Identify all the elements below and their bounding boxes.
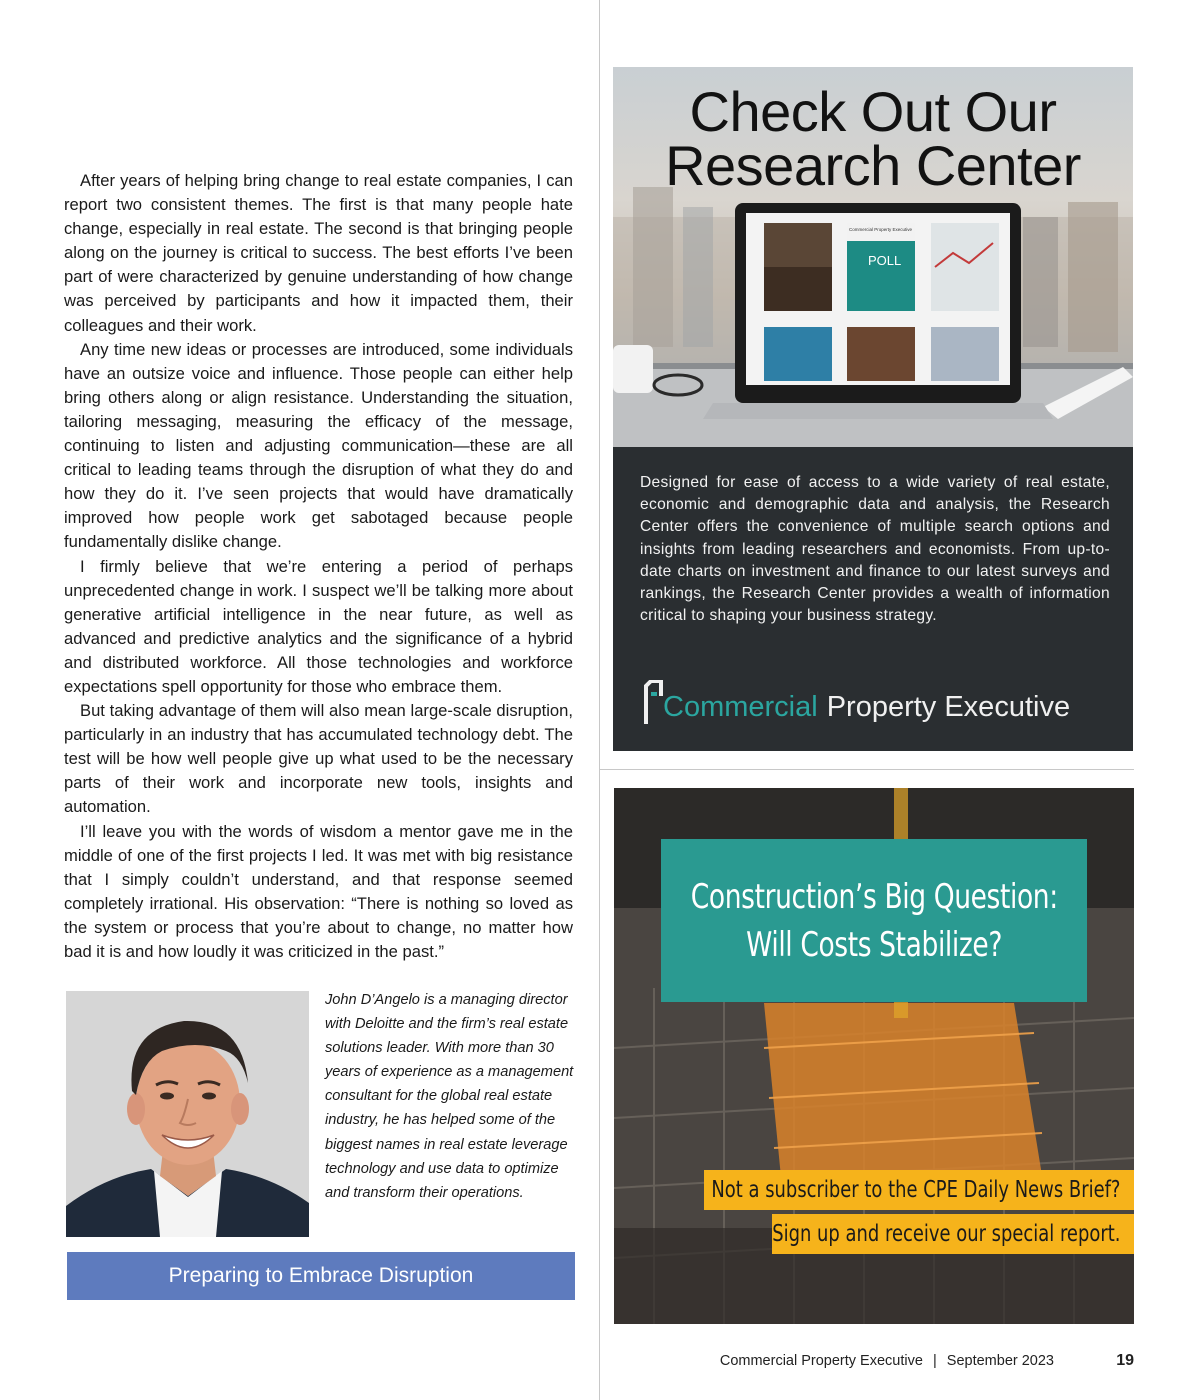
footer-separator: | bbox=[932, 1353, 937, 1369]
headline-line-2: Research Center bbox=[665, 134, 1081, 197]
screen-brand-label: Commercial Property Executive bbox=[849, 227, 913, 232]
research-center-description: Designed for ease of access to a wide variety of real estate, economic and demographic data and analysis, the Research Center offers the convenience of multiple search options and insights from leading researchers and economists. From up-to-date charts on investment and finance to our latest surveys and rankings, the Research Center provides a wealth of information critical to shaping your business strategy. bbox=[640, 474, 1110, 625]
cpe-logo-property-executive: Property Executive bbox=[826, 691, 1071, 723]
cpe-logo bbox=[643, 672, 1070, 724]
research-center-photo bbox=[613, 67, 1133, 447]
ad-divider bbox=[600, 769, 1134, 770]
column-divider bbox=[599, 0, 600, 1400]
signup-call-to-action[interactable]: Sign up and receive our special report. bbox=[771, 1221, 1120, 1247]
page-number: 19 bbox=[1116, 1352, 1134, 1369]
author-portrait bbox=[66, 991, 309, 1237]
subscriber-question: Not a subscriber to the CPE Daily News Brief? bbox=[710, 1177, 1120, 1203]
author-photo bbox=[66, 991, 309, 1237]
cpe-logo-mark-icon bbox=[643, 680, 663, 724]
article-paragraph: But taking advantage of them will also mean large-scale disruption, particularly in an industry that has accumulated technology debt. The test will be how well people give up what used to be the necessary parts of their work and incorporate new tools, insights and automation. bbox=[64, 701, 573, 817]
author-bio: John D’Angelo is a managing director with Deloitte and the firm’s real estate solutions leader. With more than 30 years of experience as a management consultant for the global real estate industry, he has helped some of the biggest names in real estate leverage technology and use data to optimize and transform their operations. bbox=[325, 992, 574, 1201]
construction-report-ad[interactable] bbox=[614, 788, 1134, 1324]
subscriber-question-bar bbox=[704, 1170, 1134, 1210]
construction-headline-line-1: Construction’s Big Question: bbox=[690, 876, 1058, 917]
article-paragraph: I firmly believe that we’re entering a period of perhaps unprecedented change in work. I suspect we’ll be talking more about generative artificial intelligence in the near future, as well as advanced and predictive analytics and the significance of a hybrid and distributed workforce. All those technologies and workforce expectations spell opportunity for those who embrace them. bbox=[64, 556, 573, 696]
footer-publication-info bbox=[720, 1353, 1054, 1369]
article-paragraph: After years of helping bring change to real estate companies, I can report two consistent themes. The first is that many people hate change, especially in real estate. The second is that bringing people along on the journey is critical to success. The best efforts I’ve been part of were characterized by genuine understanding of how change was perceived by participants and how it impacted them, their colleagues and their work. bbox=[64, 171, 573, 335]
article-paragraph: Any time new ideas or processes are introduced, some individuals have an outsize voice and influence. Those people can either help bring others along or align resistance. Understanding the situation, tailoring messaging, measuring the efficacy of the message, continuing to listen and adjusting communication—these are all critical to leading teams through the disruption of what they do and how they do it. I’ve seen projects that would have dramatically improved how people work get sabotaged because people fundamentally dislike change. bbox=[64, 339, 573, 552]
signup-bar[interactable] bbox=[772, 1214, 1134, 1254]
headline-line-1: Check Out Our bbox=[689, 80, 1057, 143]
research-center-headline bbox=[613, 80, 1133, 197]
construction-headline-line-2: Will Costs Stabilize? bbox=[746, 924, 1002, 965]
article-title-bar: Preparing to Embrace Disruption bbox=[67, 1252, 575, 1300]
article-paragraph: I’ll leave you with the words of wisdom a mentor gave me in the middle of one of the first projects I led. It was met with big resistance that I simply couldn’t understand, and that response seemed completely irrational. His observation: “There is nothing so loved as the system or process that you’re about to change, no matter how bad it is and how loudly it was criticized in the past.” bbox=[64, 821, 573, 961]
research-center-ad[interactable] bbox=[613, 67, 1133, 751]
footer-publication: Commercial Property Executive bbox=[719, 1353, 923, 1369]
cpe-logo-commercial: Commercial bbox=[663, 691, 818, 723]
screen-poll-label: POLL bbox=[868, 253, 902, 268]
construction-headline-box bbox=[661, 839, 1087, 1002]
article-body bbox=[64, 169, 573, 964]
footer-date: September 2023 bbox=[946, 1353, 1054, 1369]
